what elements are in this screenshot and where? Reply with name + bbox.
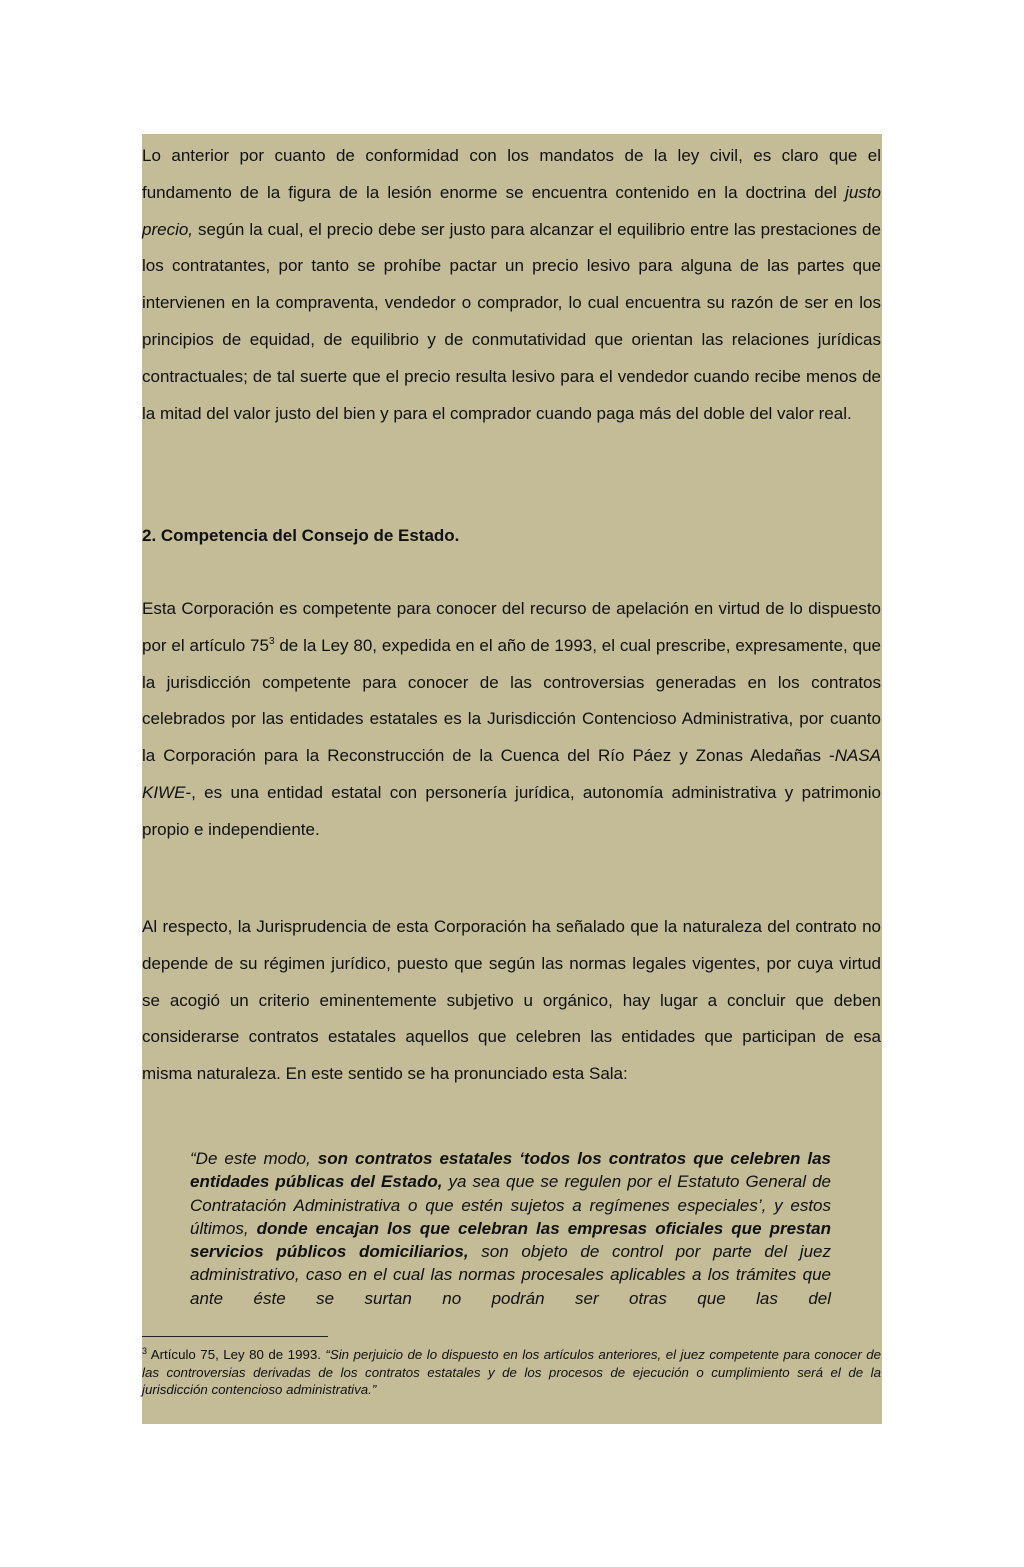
quote-text: ya sea que se regulen por el Estatuto General de Contratación Administrativa o que estén sujetos a regímenes especiales’, y estos últimos,	[190, 1172, 832, 1238]
paragraph-text: Lo anterior por cuanto de conformidad con los mandatos de la ley civil, es claro que el fundamento de la figura de la lesión enorme se encuentra contenido en la doctrina del	[142, 146, 881, 202]
paragraph-competencia	[142, 591, 881, 849]
paragraph-jurisprudencia	[142, 909, 881, 1093]
footnote-divider	[142, 1336, 328, 1337]
paragraph-text: Al respecto, la Jurisprudencia de esta Corporación ha señalado que la naturaleza del contrato no depende de su régimen jurídico, puesto que según las normas legales vigentes, por cuya virtud se acogió un criterio eminentemente subjetivo u orgánico, hay lugar a concluir que deben considerarse contratos estatales aquellos que celebren las entidades que participan de esa misma naturaleza. En este sentido se ha pronunciado esta Sala:	[142, 917, 881, 1084]
emphasis-justo-precio: justo precio,	[142, 182, 881, 239]
footnote-label: Artículo 75, Ley 80 de 1993.	[147, 1347, 326, 1362]
block-quote	[190, 1147, 831, 1310]
emphasis-nasa-kiwe: NASA KIWE	[142, 746, 881, 802]
paragraph-lesion-enorme	[142, 138, 881, 432]
footnote-number: 3	[142, 1346, 148, 1356]
paragraph-text: según la cual, el precio debe ser justo para alcanzar el equilibrio entre las prestaciones de los contratantes, por tanto se prohíbe pactar un precio lesivo para alguna de las partes que intervienen en la compraventa, vendedor o comprador, lo cual encuentra su razón de ser en los principios de equidad, de equilibrio y de conmutatividad que orientan las relaciones jurídicas contractuales; de tal suerte que el precio resulta lesivo para el vendedor cuando recibe menos de la mitad del valor justo del bien y para el comprador cuando paga más del doble del valor real.	[142, 219, 881, 423]
quote-text: “De este modo,	[190, 1149, 318, 1168]
section-heading: 2. Competencia del Consejo de Estado.	[142, 526, 460, 545]
paragraph-text: Esta Corporación es competente para conocer del recurso de apelación en virtud de lo dispuesto por el artículo 75	[142, 599, 881, 655]
quote-text: son objeto de control por parte del juez administrativo, caso en el cual las normas procesales aplicables a los trámites que ante éste se surtan no podrán ser otras que las del	[190, 1242, 831, 1308]
footnote-reference[interactable]: 3	[268, 635, 275, 647]
quote-bold-text: son contratos estatales ‘todos los contratos que celebren las entidades públicas del Estado,	[190, 1149, 831, 1192]
footnote-text: “Sin perjuicio de lo dispuesto en los artículos anteriores, el juez competente para conocer de las controversias derivadas de los contratos estatales y de los procesos de ejecución o cumplimiento será el de la jurisdicción contencioso administrativa.”	[142, 1347, 881, 1397]
quote-bold-text: donde encajan los que celebran las empresas oficiales que prestan servicios públicos domiciliarios,	[190, 1218, 831, 1262]
paragraph-text: -, es una entidad estatal con personería jurídica, autonomía administrativa y patrimonio propio e independiente.	[142, 782, 881, 839]
paragraph-text: de la Ley 80, expedida en el año de 1993, el cual prescribe, expresamente, que la jurisdicción competente para conocer de las controversias generadas en los contratos celebrados por las entidades estatales es la Jurisdicción Contencioso Administrativa, por cuanto la Corporación para la Reconstrucción de la Cuenca del Río Páez y Zonas Aledañas -	[142, 635, 881, 766]
footnote	[142, 1346, 881, 1399]
